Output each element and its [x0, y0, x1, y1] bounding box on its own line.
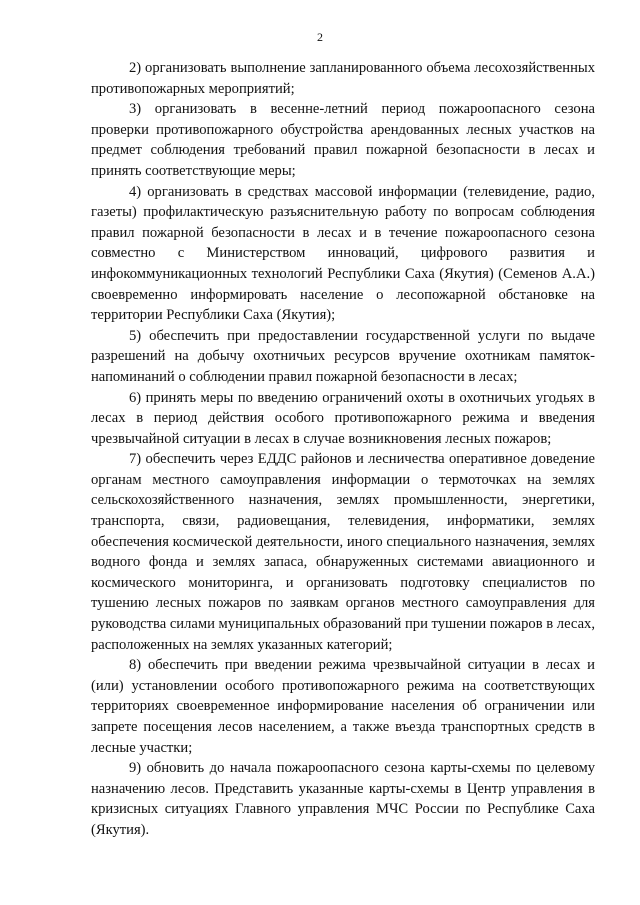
paragraph-item-9: 9) обновить до начала пожароопасного сезона карты-схемы по целевому назначению лесов. Представить указанные карты-схемы в Центр управления в кризисных ситуациях Главного управления МЧС России по Республике Саха (Якутия). — [91, 760, 595, 838]
page-number: 2 — [317, 30, 323, 44]
paragraph-item-6: 6) принять меры по введению ограничений охоты в охотничьих угодьях в лесах в период действия особого противопожарного режима и введения чрезвычайной ситуации в лесах в случае возникновения лесных пожаров; — [91, 389, 595, 447]
paragraph-item-2: 2) организовать выполнение запланированного объема лесохозяйственных противопожарных мероприятий; — [91, 60, 595, 97]
paragraph-item-7: 7) обеспечить через ЕДДС районов и лесничества оперативное доведение органам местного самоуправления информации о термоточках на землях сельскохозяйственного назначения, землях промышленности, энергетики, транспорта, связи, радиовещания, телевидения, информатики, землях обеспечения космической деятельности, иного специального назначения, землях водного фонда и землях запаса, обнаруженных системами авиационного и космического мониторинга, и организовать подготовку специалистов по тушению лесных пожаров по заявкам органов местного самоуправления для руководства силами муниципальных образований при тушении пожаров в лесах, расположенных на землях указанных категорий; — [91, 451, 595, 653]
paragraph-item-8: 8) обеспечить при введении режима чрезвычайной ситуации в лесах и (или) установлении особого противопожарного режима на соответствующих территориях своевременное информирование населения об ограничении или запрете посещения лесов населением, а также въезда транспортных средств в лесные участки; — [91, 657, 595, 756]
paragraph-item-5: 5) обеспечить при предоставлении государственной услуги по выдаче разрешений на добычу охотничьих ресурсов вручение охотникам памяток-напоминаний о соблюдении правил пожарной безопасности в лесах; — [91, 327, 595, 385]
paragraph-item-4: 4) организовать в средствах массовой информации (телевидение, радио, газеты) профилактическую разъяснительную работу по вопросам соблюдения правил пожарной безопасности в лесах и в течение пожароопасного сезона совместно с Министерством инноваций, цифрового развития и инфокоммуникационных технологий Республики Саха (Якутия) (Семенов А.А.) своевременно информировать население о лесопожарной обстановке на территории Республики Саха (Якутия); — [91, 183, 595, 324]
document-body — [91, 58, 595, 841]
paragraph-item-3: 3) организовать в весенне-летний период пожароопасного сезона проверки противопожарного обустройства арендованных лесных участков на предмет соблюдения требований правил пожарной безопасности в лесах и принять соответствующие меры; — [91, 101, 595, 179]
